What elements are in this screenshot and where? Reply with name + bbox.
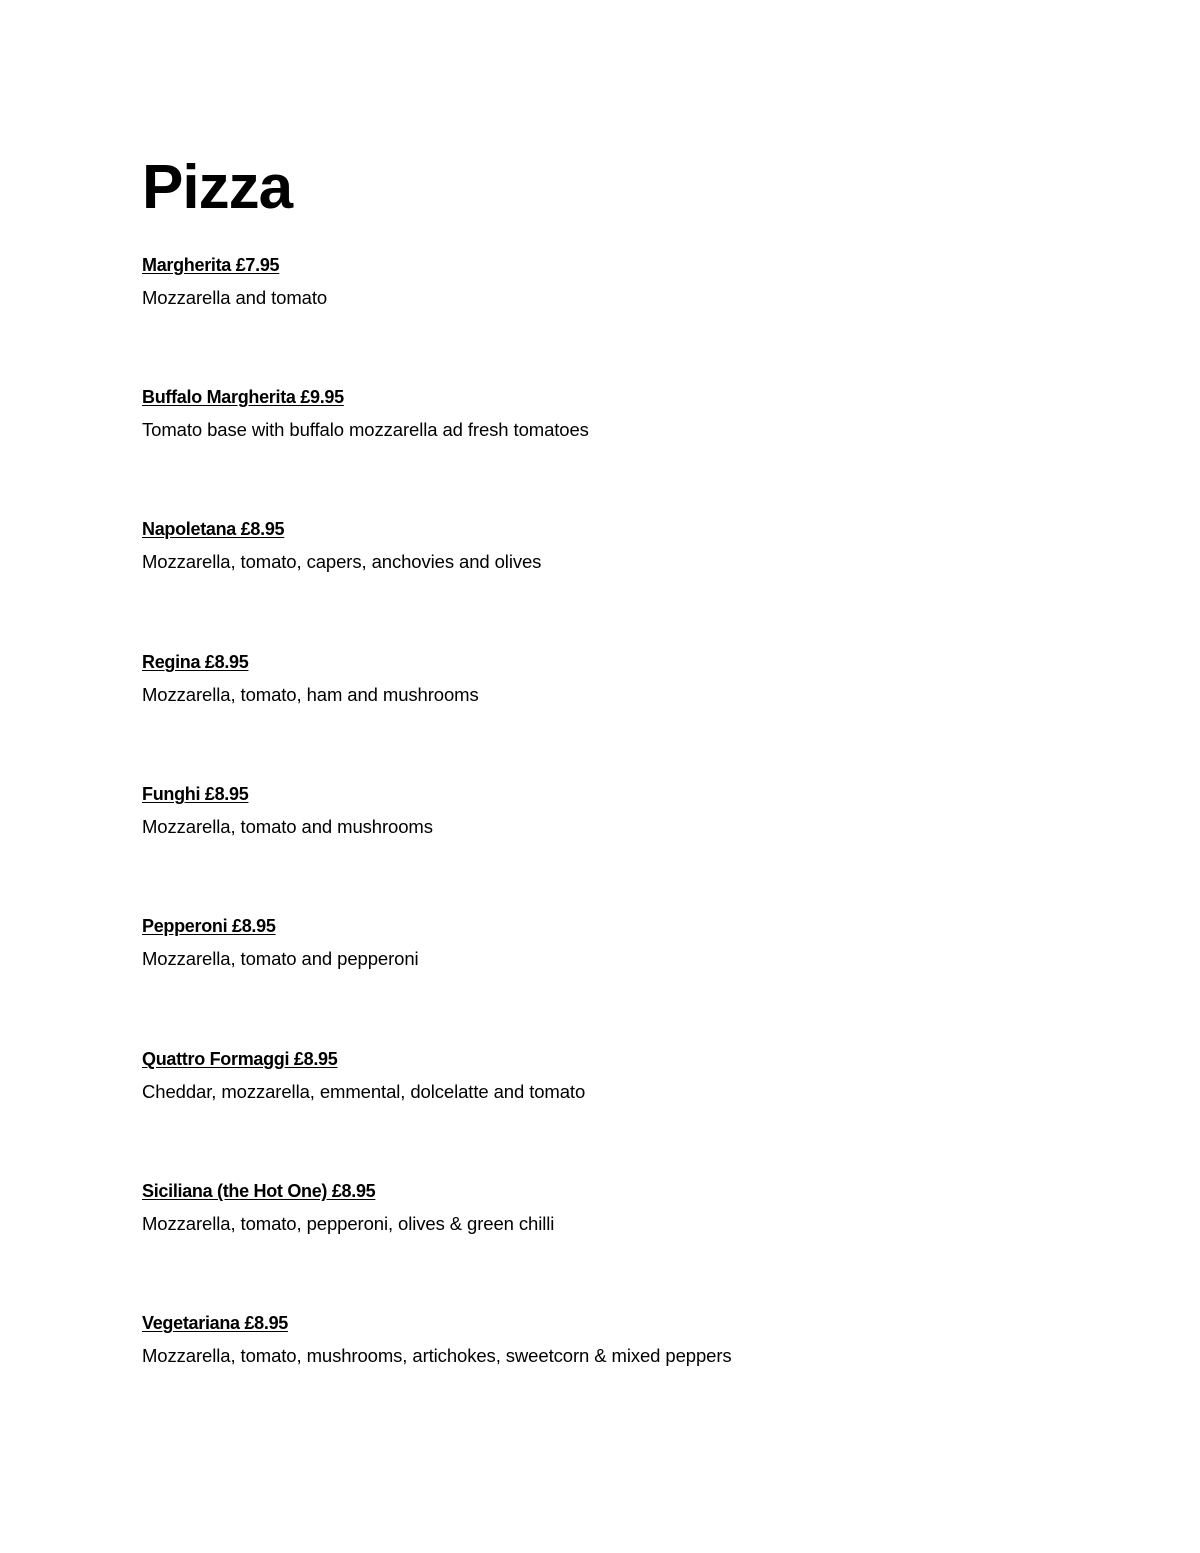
- item-name: Funghi £8.95: [142, 784, 249, 804]
- menu-item: [142, 518, 1042, 572]
- menu-item: [142, 651, 1042, 705]
- menu-item: [142, 1312, 1042, 1366]
- item-name: Siciliana (the Hot One) £8.95: [142, 1181, 376, 1201]
- item-description: Cheddar, mozzarella, emmental, dolcelatte and tomato: [142, 1081, 586, 1102]
- page-title: Pizza: [142, 153, 293, 222]
- item-description: Mozzarella, tomato and mushrooms: [142, 816, 433, 837]
- item-description: Mozzarella and tomato: [142, 287, 328, 308]
- menu-item: [142, 915, 1042, 969]
- item-description: Tomato base with buffalo mozzarella ad fresh tomatoes: [142, 419, 589, 440]
- item-name: Regina £8.95: [142, 652, 249, 672]
- item-description: Mozzarella, tomato, capers, anchovies and olives: [142, 551, 542, 572]
- item-description: Mozzarella, tomato, mushrooms, artichokes, sweetcorn & mixed peppers: [142, 1345, 732, 1366]
- menu-item: [142, 1048, 1042, 1102]
- item-description: Mozzarella, tomato, pepperoni, olives & green chilli: [142, 1213, 555, 1234]
- item-name: Pepperoni £8.95: [142, 916, 276, 936]
- menu-item: [142, 783, 1042, 837]
- item-name: Buffalo Margherita £9.95: [142, 387, 344, 407]
- item-name: Napoletana £8.95: [142, 519, 285, 539]
- menu-item: [142, 254, 1042, 308]
- item-description: Mozzarella, tomato, ham and mushrooms: [142, 684, 479, 705]
- menu-item: [142, 386, 1042, 440]
- item-name: Vegetariana £8.95: [142, 1313, 289, 1333]
- item-name: Margherita £7.95: [142, 255, 280, 275]
- item-description: Mozzarella, tomato and pepperoni: [142, 948, 419, 969]
- item-name: Quattro Formaggi £8.95: [142, 1049, 338, 1069]
- menu-item: [142, 1180, 1042, 1234]
